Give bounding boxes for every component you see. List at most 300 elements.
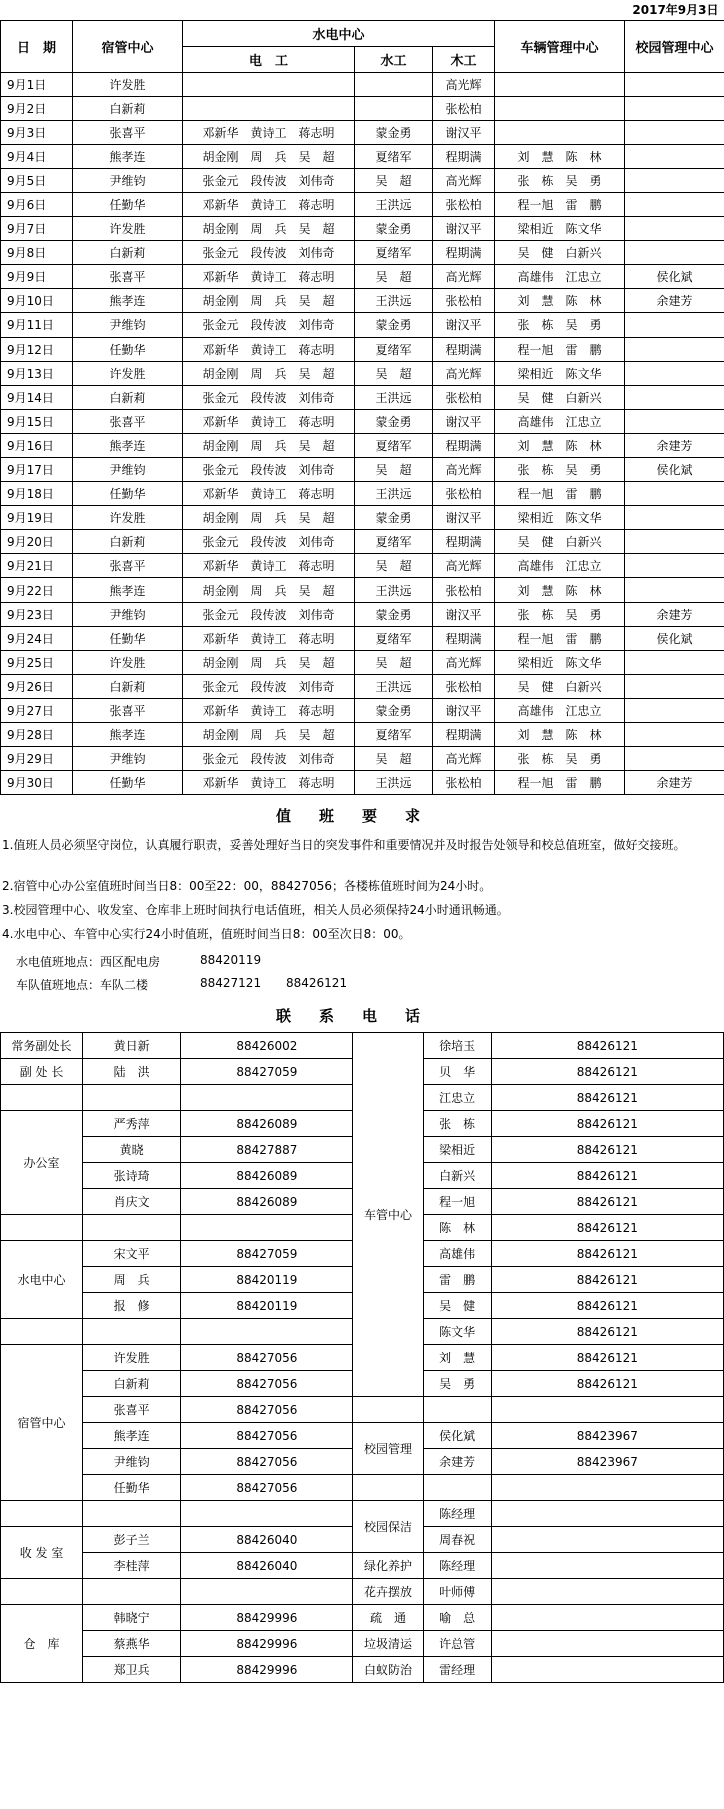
row-campus: 余建芳 (625, 771, 724, 795)
row-carpenter: 程期满 (433, 723, 495, 747)
row-campus (625, 674, 724, 698)
row-dorm: 许发胜 (73, 217, 183, 241)
row-dorm: 尹维钧 (73, 168, 183, 192)
contact-phone: 88426089 (181, 1111, 353, 1137)
contact-row (1, 1423, 724, 1449)
row-campus (625, 650, 724, 674)
contact-phone: 88429996 (181, 1605, 353, 1631)
vehicle-contact-name: 江忠立 (423, 1085, 491, 1111)
misc-contact-name: 周春祝 (423, 1527, 491, 1553)
row-dorm: 尹维钧 (73, 458, 183, 482)
row-vehicle: 刘 慧 陈 林 (495, 578, 625, 602)
row-plumber: 王洪远 (355, 385, 433, 409)
row-electricians: 张金元 段传波 刘伟奇 (183, 241, 355, 265)
contact-dept (1, 1319, 83, 1345)
row-carpenter: 谢汉平 (433, 120, 495, 144)
campus-contact-name: 侯化斌 (423, 1423, 491, 1449)
row-dorm: 白新莉 (73, 674, 183, 698)
contact-phone (181, 1319, 353, 1345)
row-carpenter: 高光辉 (433, 72, 495, 96)
schedule-row (1, 144, 724, 168)
contact-name: 宋文平 (83, 1241, 181, 1267)
row-electricians: 邓新华 黄诗工 蒋志明 (183, 698, 355, 722)
row-electricians: 邓新华 黄诗工 蒋志明 (183, 265, 355, 289)
row-dorm: 任勤华 (73, 626, 183, 650)
row-carpenter: 张松柏 (433, 482, 495, 506)
row-date: 9月25日 (1, 650, 73, 674)
row-campus (625, 96, 724, 120)
row-date: 9月8日 (1, 241, 73, 265)
row-plumber: 吴 超 (355, 458, 433, 482)
row-vehicle: 张 栋 吴 勇 (495, 313, 625, 337)
schedule-row (1, 482, 724, 506)
row-carpenter: 高光辉 (433, 650, 495, 674)
vehicle-duty-phone-2: 88426121 (286, 976, 348, 991)
row-carpenter: 高光辉 (433, 554, 495, 578)
row-electricians: 邓新华 黄诗工 蒋志明 (183, 337, 355, 361)
misc-contact-phone (491, 1553, 723, 1579)
row-campus: 余建芳 (625, 433, 724, 457)
blank-cell (353, 1397, 423, 1423)
row-dorm: 尹维钧 (73, 747, 183, 771)
contact-name: 严秀萍 (83, 1111, 181, 1137)
row-electricians (183, 72, 355, 96)
row-plumber: 王洪远 (355, 289, 433, 313)
row-dorm: 张喜平 (73, 698, 183, 722)
vehicle-contact-phone: 88426121 (491, 1267, 723, 1293)
vehicle-contact-name: 吴 勇 (423, 1371, 491, 1397)
contact-phone: 88426089 (181, 1189, 353, 1215)
row-vehicle: 吴 健 白新兴 (495, 530, 625, 554)
campus-contact-phone: 88423967 (491, 1423, 723, 1449)
row-electricians: 张金元 段传波 刘伟奇 (183, 602, 355, 626)
row-date: 9月2日 (1, 96, 73, 120)
row-date: 9月3日 (1, 120, 73, 144)
vehicle-contact-name: 徐培玉 (423, 1033, 491, 1059)
contact-name: 熊孝连 (83, 1423, 181, 1449)
misc-dept: 白蚁防治 (353, 1657, 423, 1683)
row-plumber: 王洪远 (355, 578, 433, 602)
contact-name: 郑卫兵 (83, 1657, 181, 1683)
row-carpenter: 程期满 (433, 241, 495, 265)
row-plumber: 吴 超 (355, 265, 433, 289)
row-date: 9月12日 (1, 337, 73, 361)
row-vehicle: 程一旭 雷 鹏 (495, 337, 625, 361)
row-dorm: 张喜平 (73, 554, 183, 578)
row-plumber: 王洪远 (355, 674, 433, 698)
duty-schedule-table (0, 0, 724, 795)
row-dorm: 任勤华 (73, 337, 183, 361)
misc-contact-phone (491, 1579, 723, 1605)
misc-dept: 疏 通 (353, 1605, 423, 1631)
contact-row (1, 1605, 724, 1631)
row-electricians: 张金元 段传波 刘伟奇 (183, 747, 355, 771)
schedule-row (1, 723, 724, 747)
row-date: 9月16日 (1, 433, 73, 457)
vehicle-duty-location: 车队值班地点：车队二楼 (16, 978, 149, 993)
row-campus (625, 217, 724, 241)
row-campus (625, 241, 724, 265)
row-date: 9月1日 (1, 72, 73, 96)
header-electrician: 电 工 (183, 46, 355, 72)
contact-name: 任勤华 (83, 1475, 181, 1501)
row-plumber: 吴 超 (355, 747, 433, 771)
row-plumber: 夏绪军 (355, 626, 433, 650)
row-electricians: 胡金刚 周 兵 吴 超 (183, 506, 355, 530)
vehicle-dept: 车管中心 (353, 1033, 423, 1397)
contacts-table (0, 1032, 724, 1683)
contact-phone: 88427887 (181, 1137, 353, 1163)
vehicle-contact-name: 雷 鹏 (423, 1267, 491, 1293)
row-campus (625, 192, 724, 216)
contact-dept (1, 1085, 83, 1111)
contact-phone: 88426002 (181, 1033, 353, 1059)
contact-phone (181, 1085, 353, 1111)
row-carpenter: 张松柏 (433, 578, 495, 602)
misc-contact-name: 喻 总 (423, 1605, 491, 1631)
row-plumber: 王洪远 (355, 482, 433, 506)
contacts-title: 联系电话 (275, 1007, 448, 1026)
row-carpenter: 程期满 (433, 144, 495, 168)
contact-row (1, 1553, 724, 1579)
contact-name: 尹维钧 (83, 1449, 181, 1475)
row-campus (625, 168, 724, 192)
contact-phone: 88427056 (181, 1423, 353, 1449)
schedule-row (1, 168, 724, 192)
row-carpenter: 张松柏 (433, 96, 495, 120)
row-plumber: 蒙金勇 (355, 409, 433, 433)
row-carpenter: 张松柏 (433, 771, 495, 795)
row-date: 9月18日 (1, 482, 73, 506)
row-electricians: 邓新华 黄诗工 蒋志明 (183, 120, 355, 144)
row-electricians (183, 96, 355, 120)
row-dorm: 尹维钧 (73, 313, 183, 337)
row-campus (625, 554, 724, 578)
campus-contact-phone: 88423967 (491, 1449, 723, 1475)
row-date: 9月15日 (1, 409, 73, 433)
vehicle-contact-name: 梁相近 (423, 1137, 491, 1163)
vehicle-contact-phone: 88426121 (491, 1345, 723, 1371)
row-carpenter: 程期满 (433, 433, 495, 457)
blank-cell (491, 1397, 723, 1423)
row-dorm: 许发胜 (73, 72, 183, 96)
row-campus: 余建芳 (625, 289, 724, 313)
row-dorm: 熊孝连 (73, 578, 183, 602)
contact-phone (181, 1579, 353, 1605)
vehicle-contact-phone: 88426121 (491, 1371, 723, 1397)
contact-name (83, 1501, 181, 1527)
misc-contact-phone (491, 1501, 723, 1527)
schedule-row (1, 578, 724, 602)
contact-name: 白新莉 (83, 1371, 181, 1397)
contact-phone: 88420119 (181, 1293, 353, 1319)
requirement-1: 1.值班人员必须坚守岗位，认真履行职责，妥善处理好当日的突发事件和重要情况并及时报告处领导和校总值班室，做好交接班。 (2, 838, 686, 853)
row-date: 9月20日 (1, 530, 73, 554)
row-campus (625, 385, 724, 409)
row-electricians: 邓新华 黄诗工 蒋志明 (183, 409, 355, 433)
row-campus (625, 506, 724, 530)
row-carpenter: 谢汉平 (433, 313, 495, 337)
contact-name: 彭子兰 (83, 1527, 181, 1553)
contact-row (1, 1033, 724, 1059)
row-electricians: 胡金刚 周 兵 吴 超 (183, 650, 355, 674)
schedule-row (1, 385, 724, 409)
row-vehicle: 刘 慧 陈 林 (495, 433, 625, 457)
contact-name: 黄日新 (83, 1033, 181, 1059)
vehicle-contact-name: 吴 健 (423, 1293, 491, 1319)
row-electricians: 胡金刚 周 兵 吴 超 (183, 578, 355, 602)
vehicle-contact-name: 陈文华 (423, 1319, 491, 1345)
schedule-row (1, 433, 724, 457)
row-dorm: 白新莉 (73, 96, 183, 120)
row-carpenter: 谢汉平 (433, 409, 495, 433)
row-carpenter: 高光辉 (433, 168, 495, 192)
row-date: 9月10日 (1, 289, 73, 313)
contact-name: 张诗琦 (83, 1163, 181, 1189)
contact-dept: 水电中心 (1, 1241, 83, 1319)
row-plumber: 王洪远 (355, 192, 433, 216)
row-plumber: 蒙金勇 (355, 698, 433, 722)
campus-dept: 校园管理 (353, 1423, 423, 1475)
contact-phone: 88427059 (181, 1241, 353, 1267)
row-plumber: 蒙金勇 (355, 120, 433, 144)
row-plumber: 夏绪军 (355, 530, 433, 554)
contact-row (1, 1657, 724, 1683)
row-campus (625, 120, 724, 144)
row-electricians: 胡金刚 周 兵 吴 超 (183, 144, 355, 168)
row-campus (625, 482, 724, 506)
row-carpenter: 高光辉 (433, 265, 495, 289)
row-plumber: 吴 超 (355, 554, 433, 578)
row-vehicle: 高雄伟 江忠立 (495, 554, 625, 578)
contact-row (1, 1579, 724, 1605)
row-campus (625, 337, 724, 361)
row-campus (625, 530, 724, 554)
row-dorm: 张喜平 (73, 409, 183, 433)
schedule-row (1, 289, 724, 313)
contact-name: 蔡燕华 (83, 1631, 181, 1657)
row-vehicle: 高雄伟 江忠立 (495, 698, 625, 722)
row-electricians: 胡金刚 周 兵 吴 超 (183, 723, 355, 747)
row-vehicle: 刘 慧 陈 林 (495, 144, 625, 168)
row-dorm: 尹维钧 (73, 602, 183, 626)
row-dorm: 熊孝连 (73, 289, 183, 313)
row-vehicle (495, 96, 625, 120)
misc-dept: 校园保洁 (353, 1501, 423, 1553)
row-electricians: 胡金刚 周 兵 吴 超 (183, 361, 355, 385)
row-electricians: 张金元 段传波 刘伟奇 (183, 674, 355, 698)
row-plumber: 夏绪军 (355, 144, 433, 168)
blank-cell (423, 1475, 491, 1501)
vehicle-contact-phone: 88426121 (491, 1085, 723, 1111)
requirement-4: 4.水电中心、车管中心实行24小时值班，值班时间当日8：00至次日8：00。 (2, 927, 411, 942)
vehicle-contact-name: 程一旭 (423, 1189, 491, 1215)
row-plumber: 蒙金勇 (355, 506, 433, 530)
schedule-row (1, 602, 724, 626)
requirement-2: 2.宿管中心办公室值班时间当日8：00至22：00，88427056；各楼栋值班时间为24小时。 (2, 879, 492, 894)
row-date: 9月14日 (1, 385, 73, 409)
vehicle-contact-phone: 88426121 (491, 1293, 723, 1319)
vehicle-duty-phone-1: 88427121 (200, 976, 262, 991)
row-carpenter: 高光辉 (433, 747, 495, 771)
row-electricians: 张金元 段传波 刘伟奇 (183, 458, 355, 482)
misc-contact-phone (491, 1631, 723, 1657)
row-date: 9月13日 (1, 361, 73, 385)
row-dorm: 张喜平 (73, 265, 183, 289)
contact-name: 许发胜 (83, 1345, 181, 1371)
schedule-row (1, 650, 724, 674)
row-dorm: 白新莉 (73, 385, 183, 409)
schedule-row (1, 674, 724, 698)
schedule-row (1, 217, 724, 241)
schedule-row (1, 626, 724, 650)
row-plumber: 夏绪军 (355, 337, 433, 361)
row-dorm: 任勤华 (73, 192, 183, 216)
row-electricians: 张金元 段传波 刘伟奇 (183, 313, 355, 337)
misc-contact-name: 许总管 (423, 1631, 491, 1657)
contact-dept (1, 1579, 83, 1605)
contact-dept (1, 1501, 83, 1527)
schedule-row (1, 698, 724, 722)
row-plumber: 吴 超 (355, 168, 433, 192)
row-date: 9月29日 (1, 747, 73, 771)
contact-dept: 宿管中心 (1, 1345, 83, 1501)
contact-dept: 收 发 室 (1, 1527, 83, 1579)
blank-cell (491, 1475, 723, 1501)
row-vehicle: 吴 健 白新兴 (495, 241, 625, 265)
contact-name: 张喜平 (83, 1397, 181, 1423)
row-electricians: 张金元 段传波 刘伟奇 (183, 168, 355, 192)
row-campus (625, 578, 724, 602)
row-date: 9月26日 (1, 674, 73, 698)
vehicle-contact-phone: 88426121 (491, 1241, 723, 1267)
campus-contact-name: 余建芳 (423, 1449, 491, 1475)
row-electricians: 邓新华 黄诗工 蒋志明 (183, 626, 355, 650)
row-campus (625, 144, 724, 168)
row-vehicle (495, 120, 625, 144)
row-plumber: 吴 超 (355, 361, 433, 385)
vehicle-contact-phone: 88426121 (491, 1319, 723, 1345)
row-date: 9月4日 (1, 144, 73, 168)
row-vehicle: 张 栋 吴 勇 (495, 747, 625, 771)
header-dorm: 宿管中心 (73, 20, 183, 72)
contact-dept: 常务副处长 (1, 1033, 83, 1059)
row-campus (625, 698, 724, 722)
row-dorm: 熊孝连 (73, 144, 183, 168)
contact-phone (181, 1215, 353, 1241)
contact-phone: 88426089 (181, 1163, 353, 1189)
row-electricians: 胡金刚 周 兵 吴 超 (183, 289, 355, 313)
row-vehicle: 程一旭 雷 鹏 (495, 192, 625, 216)
row-campus: 侯化斌 (625, 626, 724, 650)
row-dorm: 任勤华 (73, 771, 183, 795)
schedule-row (1, 241, 724, 265)
schedule-row (1, 96, 724, 120)
header-plumber: 水工 (355, 46, 433, 72)
row-vehicle: 张 栋 吴 勇 (495, 168, 625, 192)
header-campus: 校园管理中心 (625, 20, 724, 72)
row-vehicle: 刘 慧 陈 林 (495, 289, 625, 313)
header-date: 日 期 (1, 20, 73, 72)
row-vehicle (495, 72, 625, 96)
contact-dept (1, 1215, 83, 1241)
row-plumber: 吴 超 (355, 650, 433, 674)
contact-name: 报 修 (83, 1293, 181, 1319)
contact-phone: 88429996 (181, 1631, 353, 1657)
row-vehicle: 程一旭 雷 鹏 (495, 626, 625, 650)
vehicle-contact-phone: 88426121 (491, 1059, 723, 1085)
row-electricians: 邓新华 黄诗工 蒋志明 (183, 192, 355, 216)
contact-phone: 88427059 (181, 1059, 353, 1085)
contact-name (83, 1085, 181, 1111)
row-date: 9月24日 (1, 626, 73, 650)
blank-cell (423, 1397, 491, 1423)
row-plumber: 王洪远 (355, 771, 433, 795)
vehicle-contact-phone: 88426121 (491, 1111, 723, 1137)
contact-row (1, 1501, 724, 1527)
misc-contact-name: 陈经理 (423, 1501, 491, 1527)
vehicle-contact-phone: 88426121 (491, 1189, 723, 1215)
schedule-date: 2017年9月3日 (632, 3, 719, 18)
row-date: 9月19日 (1, 506, 73, 530)
row-vehicle: 程一旭 雷 鹏 (495, 482, 625, 506)
row-electricians: 邓新华 黄诗工 蒋志明 (183, 771, 355, 795)
contact-phone (181, 1501, 353, 1527)
row-vehicle: 吴 健 白新兴 (495, 674, 625, 698)
schedule-row (1, 771, 724, 795)
row-carpenter: 张松柏 (433, 385, 495, 409)
vehicle-contact-name: 高雄伟 (423, 1241, 491, 1267)
misc-dept: 垃圾清运 (353, 1631, 423, 1657)
schedule-row (1, 361, 724, 385)
row-carpenter: 谢汉平 (433, 217, 495, 241)
misc-contact-phone (491, 1605, 723, 1631)
row-campus (625, 409, 724, 433)
contact-phone: 88427056 (181, 1475, 353, 1501)
row-dorm: 熊孝连 (73, 723, 183, 747)
row-campus: 侯化斌 (625, 265, 724, 289)
vehicle-contact-name: 张 栋 (423, 1111, 491, 1137)
row-dorm: 许发胜 (73, 506, 183, 530)
row-date: 9月30日 (1, 771, 73, 795)
misc-contact-name: 叶师傅 (423, 1579, 491, 1605)
row-carpenter: 张松柏 (433, 289, 495, 313)
header-vehicle: 车辆管理中心 (495, 20, 625, 72)
row-date: 9月7日 (1, 217, 73, 241)
vehicle-contact-phone: 88426121 (491, 1033, 723, 1059)
row-electricians: 邓新华 黄诗工 蒋志明 (183, 482, 355, 506)
row-plumber: 夏绪军 (355, 433, 433, 457)
hydro-duty-location: 水电值班地点：西区配电房 (16, 955, 161, 970)
contact-phone: 88427056 (181, 1371, 353, 1397)
contact-name (83, 1319, 181, 1345)
row-campus (625, 72, 724, 96)
schedule-row (1, 554, 724, 578)
row-carpenter: 程期满 (433, 530, 495, 554)
contact-phone: 88427056 (181, 1449, 353, 1475)
contact-name (83, 1215, 181, 1241)
row-campus (625, 747, 724, 771)
vehicle-contact-phone: 88426121 (491, 1215, 723, 1241)
row-plumber: 夏绪军 (355, 241, 433, 265)
row-dorm: 熊孝连 (73, 433, 183, 457)
row-campus (625, 723, 724, 747)
row-carpenter: 谢汉平 (433, 698, 495, 722)
row-dorm: 许发胜 (73, 361, 183, 385)
row-plumber: 蒙金勇 (355, 602, 433, 626)
row-date: 9月5日 (1, 168, 73, 192)
row-plumber: 蒙金勇 (355, 217, 433, 241)
